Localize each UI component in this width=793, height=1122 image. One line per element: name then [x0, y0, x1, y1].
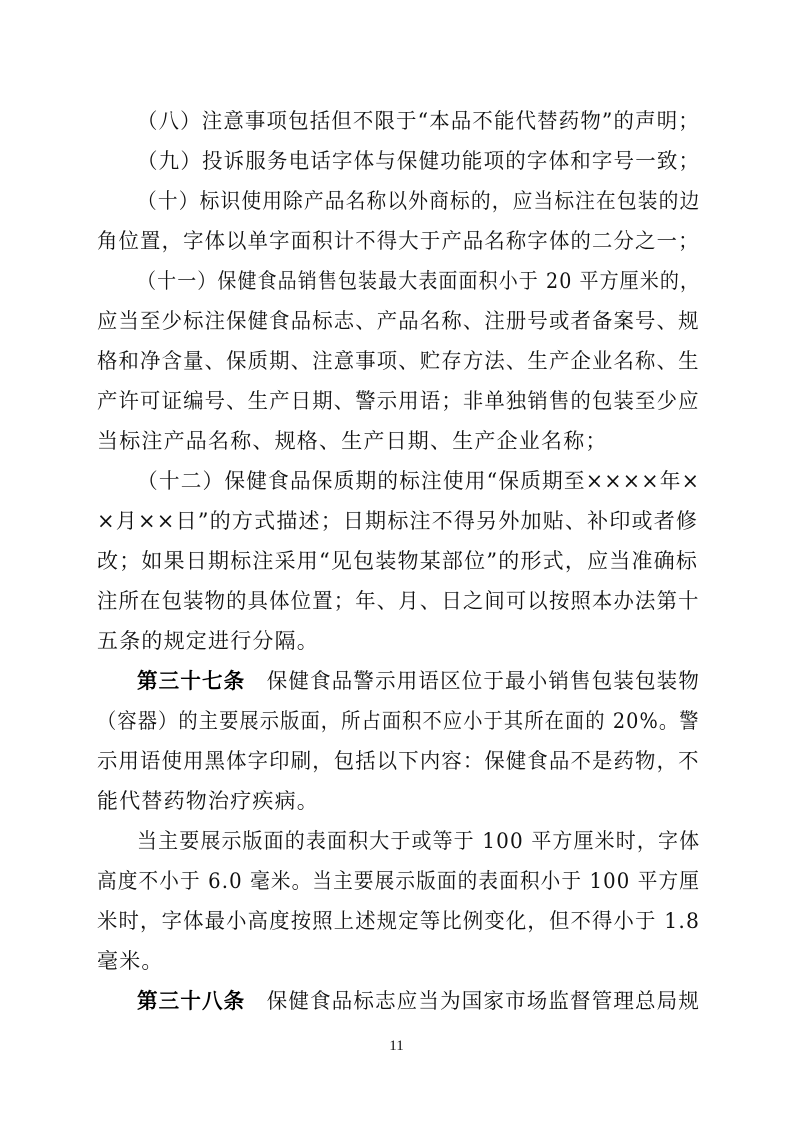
text-line: ×月××日”的方式描述；日期标注不得另外加贴、补印或者修 [97, 509, 699, 533]
text-line: （十二）保健食品保质期的标注使用“保质期至××××年× [137, 469, 701, 493]
text-line: 毫米。 [97, 949, 164, 973]
article-37-text: 保健食品警示用语区位于最小销售包装包装物 [266, 669, 700, 693]
article-38-line [137, 988, 700, 1014]
page-number: 11 [389, 1038, 404, 1054]
text-line: 应当至少标注保健食品标志、产品名称、注册号或者备案号、规 [97, 309, 700, 333]
text-line: 米时，字体最小高度按照上述规定等比例变化，但不得小于 1.8 [97, 909, 701, 933]
text-line: 格和净含量、保质期、注意事项、贮存方法、生产企业名称、生 [97, 349, 700, 373]
text-line: 示用语使用黑体字印刷，包括以下内容：保健食品不是药物，不 [97, 749, 700, 773]
article-38-text: 保健食品标志应当为国家市场监督管理总局规 [266, 989, 700, 1013]
article-37-line [137, 668, 700, 694]
article-38-title: 第三十八条 [137, 989, 246, 1013]
text-line: 角位置，字体以单字面积计不得大于产品名称字体的二分之一； [97, 229, 700, 253]
text-line: （十一）保健食品销售包装最大表面面积小于 20 平方厘米的， [137, 269, 701, 293]
text-line: 五条的规定进行分隔。 [97, 629, 319, 653]
text-line: 高度不小于 6.0 毫米。当主要展示版面的表面积小于 100 平方厘 [97, 869, 700, 893]
text-line: 当标注产品名称、规格、生产日期、生产企业名称； [97, 429, 608, 453]
text-line: （八）注意事项包括但不限于“本品不能代替药物”的声明； [137, 109, 700, 133]
article-37-title: 第三十七条 [137, 669, 246, 693]
text-line: （十）标识使用除产品名称以外商标的，应当标注在包装的边 [137, 189, 701, 213]
text-line: 产许可证编号、生产日期、警示用语；非单独销售的包装至少应 [97, 389, 700, 413]
text-line: （九）投诉服务电话字体与保健功能项的字体和字号一致； [137, 149, 701, 173]
text-line: 注所在包装物的具体位置；年、月、日之间可以按照本办法第十 [97, 589, 700, 613]
text-line: （容器）的主要展示版面，所占面积不应小于其所在面的 20%。警 [97, 709, 700, 733]
text-line: 改；如果日期标注采用“见包装物某部位”的形式，应当准确标 [97, 549, 699, 573]
text-line: 能代替药物治疗疾病。 [97, 789, 319, 813]
text-line: 当主要展示版面的表面积大于或等于 100 平方厘米时，字体 [137, 829, 701, 853]
